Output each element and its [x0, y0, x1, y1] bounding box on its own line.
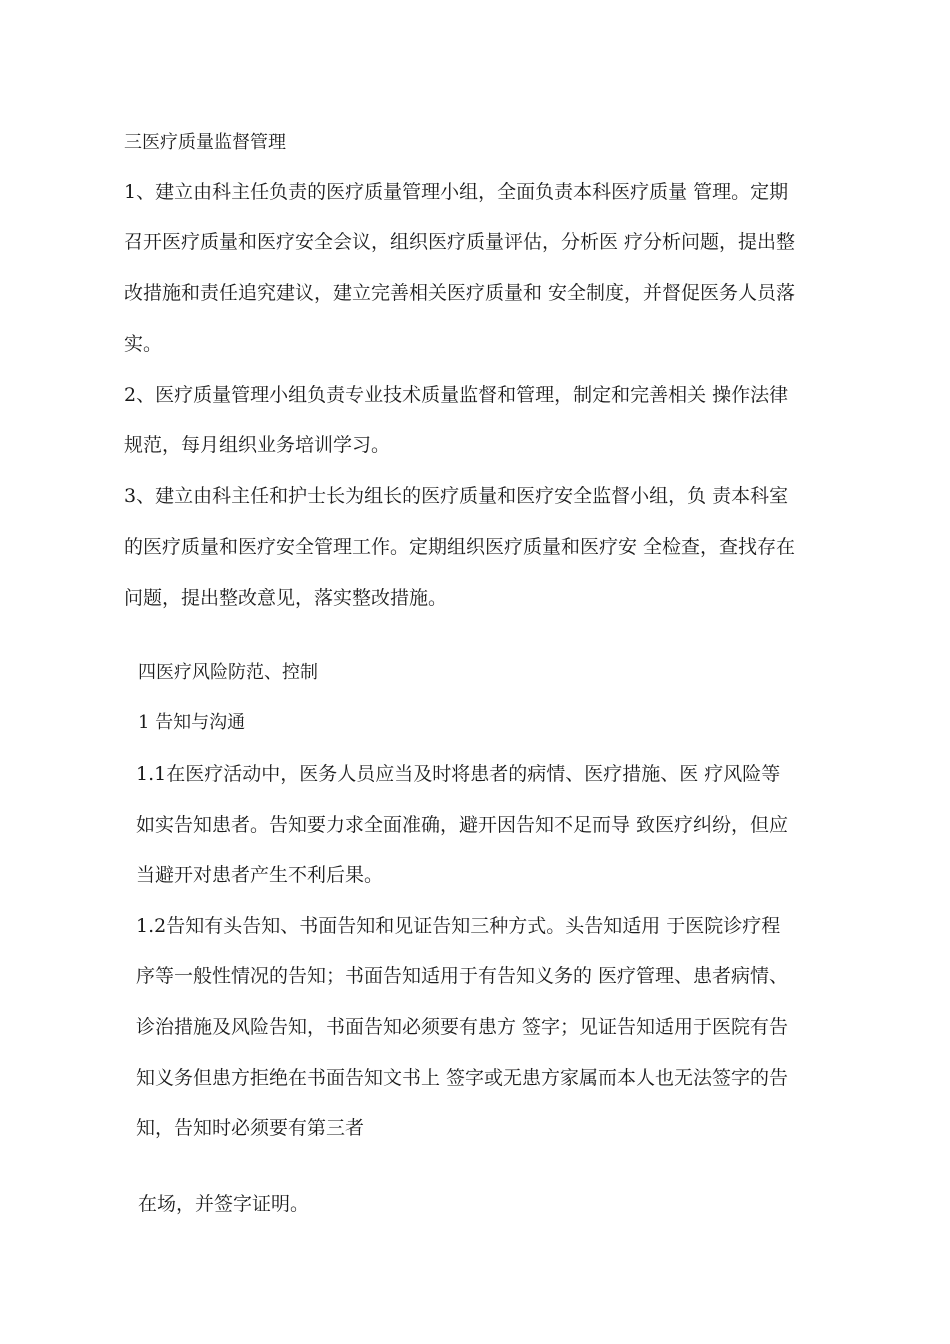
continuation-line: 在场，并签字证明。	[138, 1193, 310, 1215]
paragraph-line: 改措施和责任追究建议，建立完善相关医疗质量和 安全制度，并督促医务人员落	[124, 282, 796, 304]
section-3-heading: 三医疗质量监督管理	[124, 132, 286, 153]
paragraph-line: 规范，每月组织业务培训学习。	[124, 434, 391, 456]
paragraph-line: 序等一般性情况的告知；书面告知适用于有告知义务的 医疗管理、患者病情、	[136, 965, 789, 987]
paragraph-line: 知，告知时必须要有第三者	[136, 1117, 365, 1139]
paragraph-line: 召开医疗质量和医疗安全会议，组织医疗质量评估，分析医 疗分析问题，提出整	[124, 231, 796, 253]
paragraph-line: 如实告知患者。告知要力求全面准确，避开因告知不足而导 致医疗纠纷，但应	[136, 814, 789, 836]
paragraph-line: 的医疗质量和医疗安全管理工作。定期组织医疗质量和医疗安 全检查，查找存在	[124, 536, 796, 558]
paragraph-line: 诊治措施及风险告知，书面告知必须要有患方 签字；见证告知适用于医院有告	[136, 1016, 789, 1038]
paragraph-line: 问题，提出整改意见，落实整改措施。	[124, 587, 448, 609]
paragraph-line: 3、建立由科主任和护士长为组长的医疗质量和医疗安全监督小组，负 责本科室	[124, 485, 789, 507]
paragraph-line: 1、建立由科主任负责的医疗质量管理小组，全面负责本科医疗质量 管理。定期	[124, 181, 789, 203]
section-4-subheading: 1 告知与沟通	[138, 712, 246, 733]
paragraph-line: 实。	[124, 333, 163, 355]
paragraph-line: 知义务但患方拒绝在书面告知文书上 签字或无患方家属而本人也无法签字的告	[136, 1067, 789, 1089]
paragraph-line: 当避开对患者产生不利后果。	[136, 864, 384, 886]
section-4-heading: 四医疗风险防范、控制	[138, 662, 318, 683]
paragraph-line: 1.1在医疗活动中，医务人员应当及时将患者的病情、医疗措施、医 疗风险等	[136, 763, 781, 785]
paragraph-line: 2、医疗质量管理小组负责专业技术质量监督和管理，制定和完善相关 操作法律	[124, 384, 789, 406]
paragraph-line: 1.2告知有头告知、书面告知和见证告知三种方式。头告知适用 于医院诊疗程	[136, 915, 781, 937]
